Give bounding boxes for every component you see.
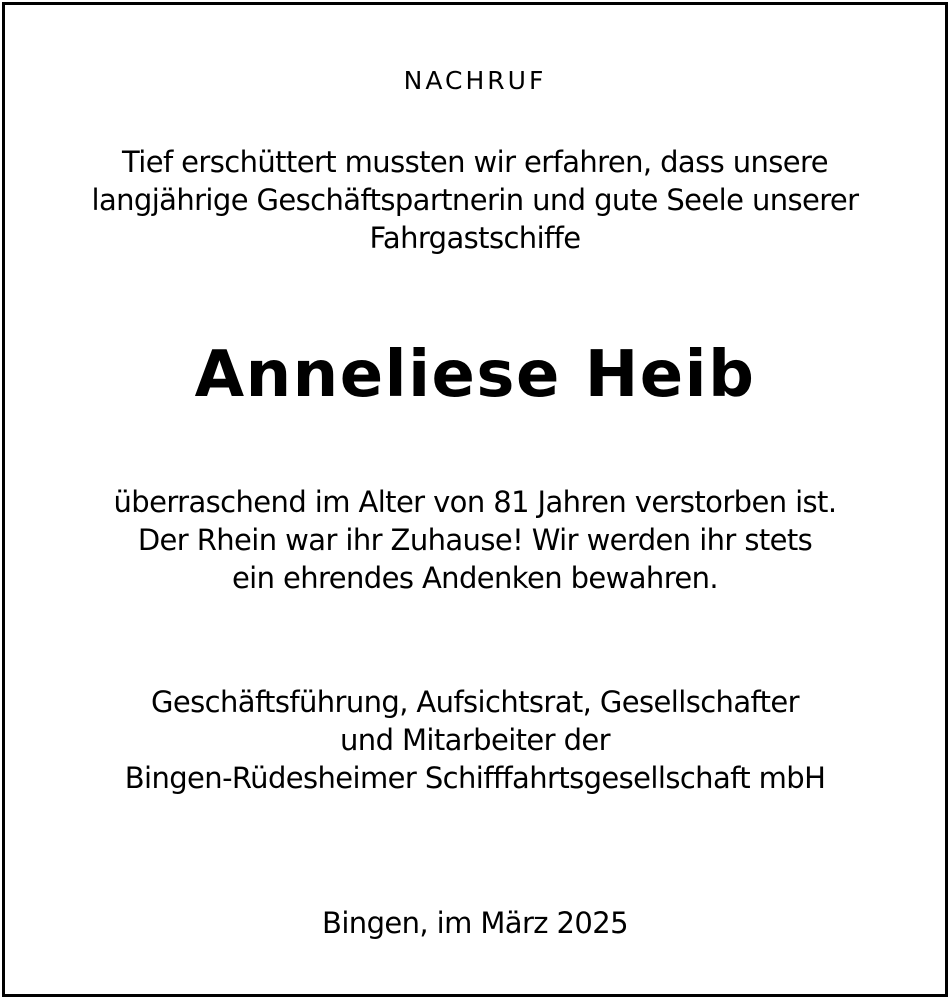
notice-heading: NACHRUF [403,66,547,95]
signature-line: Geschäftsführung, Aufsichtsrat, Gesellschafter [151,685,799,719]
intro-line: Fahrgastschiffe [369,221,581,255]
message-line: ein ehrendes Andenken bewahren. [231,561,719,595]
signature-line: und Mitarbeiter der [340,723,610,757]
obituary-notice-frame [2,2,948,997]
place-date: Bingen, im März 2025 [322,906,628,940]
message-line: Der Rhein war ihr Zuhause! Wir werden ihr stets [137,523,813,557]
signature-paragraph [5,683,945,797]
intro-line: langjährige Geschäftspartnerin und gute Seele unserer [91,183,859,217]
message-paragraph [5,483,945,597]
deceased-name: Anneliese Heib [194,338,756,412]
signature-line: Bingen-Rüdesheimer Schifffahrtsgesellschaft mbH [124,761,826,795]
message-line: überraschend im Alter von 81 Jahren verstorben ist. [113,485,837,519]
intro-paragraph [5,143,945,257]
intro-line: Tief erschüttert mussten wir erfahren, dass unsere [122,145,828,179]
